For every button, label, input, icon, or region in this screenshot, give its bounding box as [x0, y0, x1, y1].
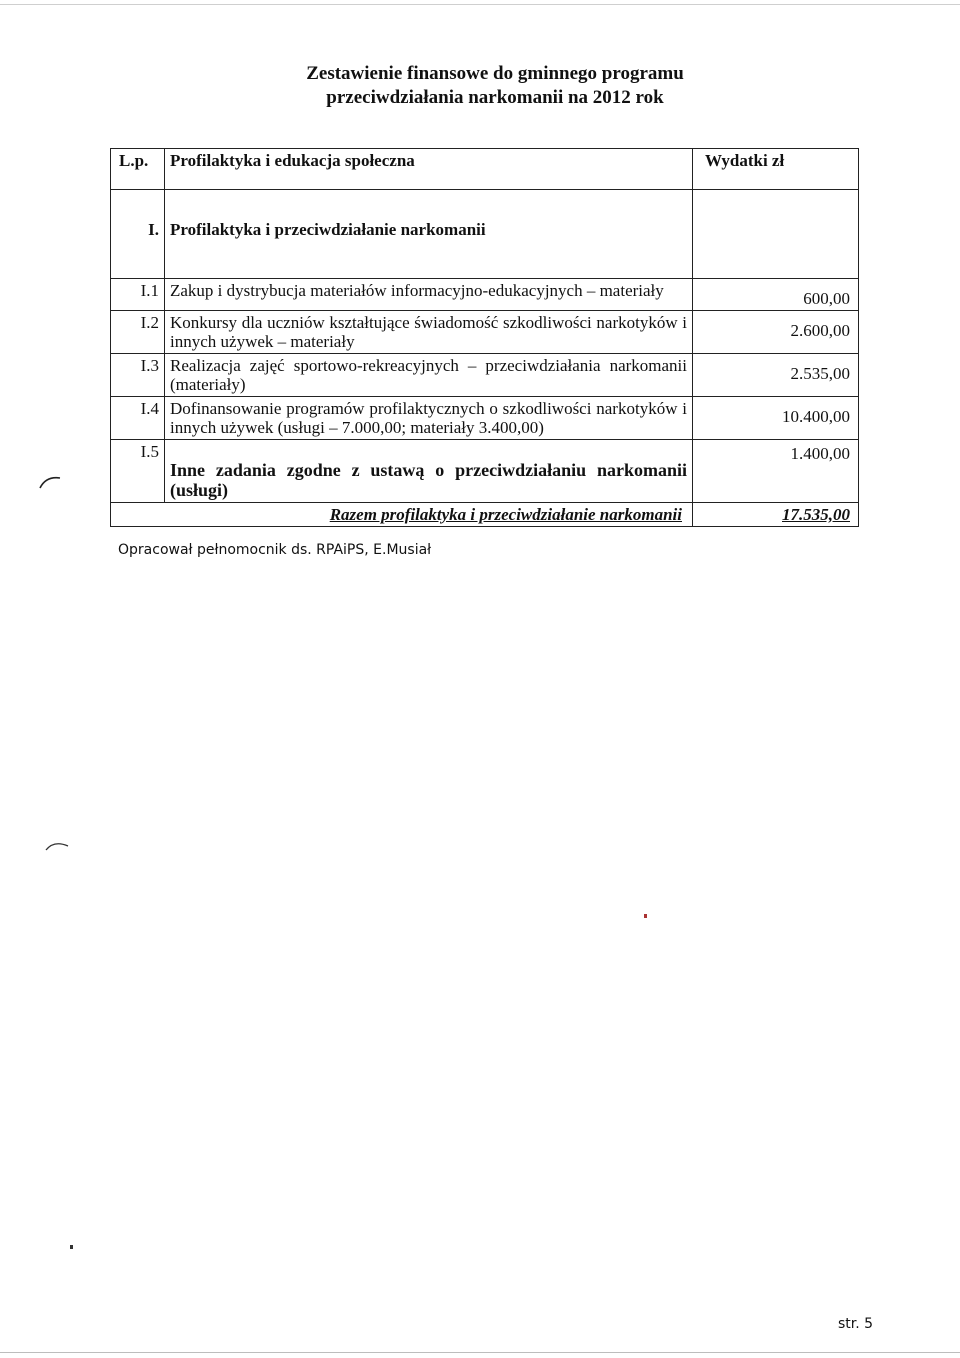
finance-table	[110, 148, 859, 527]
section-row	[111, 190, 859, 279]
document-title	[0, 62, 960, 110]
row-description: Konkursy dla uczniów kształtujące świadomość szkodliwości narkotyków i innych używek – materiały	[165, 311, 693, 354]
header-description: Profilaktyka i edukacja społeczna	[165, 149, 693, 190]
header-lp: L.p.	[111, 149, 165, 190]
row-number: I.2	[111, 311, 165, 354]
total-label: Razem profilaktyka i przeciwdziałanie narkomanii	[165, 503, 693, 527]
row-description: Dofinansowanie programów profilaktycznych o szkodliwości narkotyków i innych używek (usługi – 7.000,00; materiały 3.400,00)	[165, 397, 693, 440]
total-row	[111, 503, 859, 527]
scan-mark	[44, 836, 74, 856]
section-title: Profilaktyka i przeciwdziałanie narkomanii	[165, 190, 693, 279]
page-edge-bottom	[0, 1352, 960, 1353]
scan-mark	[38, 472, 68, 492]
total-amount: 17.535,00	[693, 503, 859, 527]
scan-dot	[70, 1245, 73, 1249]
table-row	[111, 311, 859, 354]
table-header-row	[111, 149, 859, 190]
section-amount-cell	[693, 190, 859, 279]
row-description: Realizacja zajęć sportowo-rekreacyjnych – przeciwdziałania narkomanii (materiały)	[165, 354, 693, 397]
page-edge-top	[0, 4, 960, 5]
table-row	[111, 279, 859, 311]
title-line-1: Zestawienie finansowe do gminnego programu	[306, 63, 684, 84]
table-row	[111, 354, 859, 397]
header-amount: Wydatki zł	[693, 149, 859, 190]
row-number: I.3	[111, 354, 165, 397]
row-number: I.5	[111, 440, 165, 503]
section-number: I.	[111, 190, 165, 279]
row-amount: 2.600,00	[693, 311, 859, 354]
row-amount: 2.535,00	[693, 354, 859, 397]
table-row	[111, 440, 859, 503]
total-blank-cell	[111, 503, 165, 527]
row-number: I.1	[111, 279, 165, 311]
prepared-by-note: Opracował pełnomocnik ds. RPAiPS, E.Musiał	[118, 542, 432, 558]
row-description: Inne zadania zgodne z ustawą o przeciwdziałaniu narkomanii (usługi)	[165, 440, 693, 503]
title-line-2: przeciwdziałania narkomanii na 2012 rok	[326, 87, 664, 108]
row-number: I.4	[111, 397, 165, 440]
scan-dot	[644, 914, 647, 918]
row-amount: 600,00	[693, 279, 859, 311]
row-amount: 1.400,00	[693, 440, 859, 503]
row-amount: 10.400,00	[693, 397, 859, 440]
page-number: str. 5	[838, 1316, 874, 1332]
row-description: Zakup i dystrybucja materiałów informacyjno-edukacyjnych – materiały	[165, 279, 693, 311]
table-row	[111, 397, 859, 440]
